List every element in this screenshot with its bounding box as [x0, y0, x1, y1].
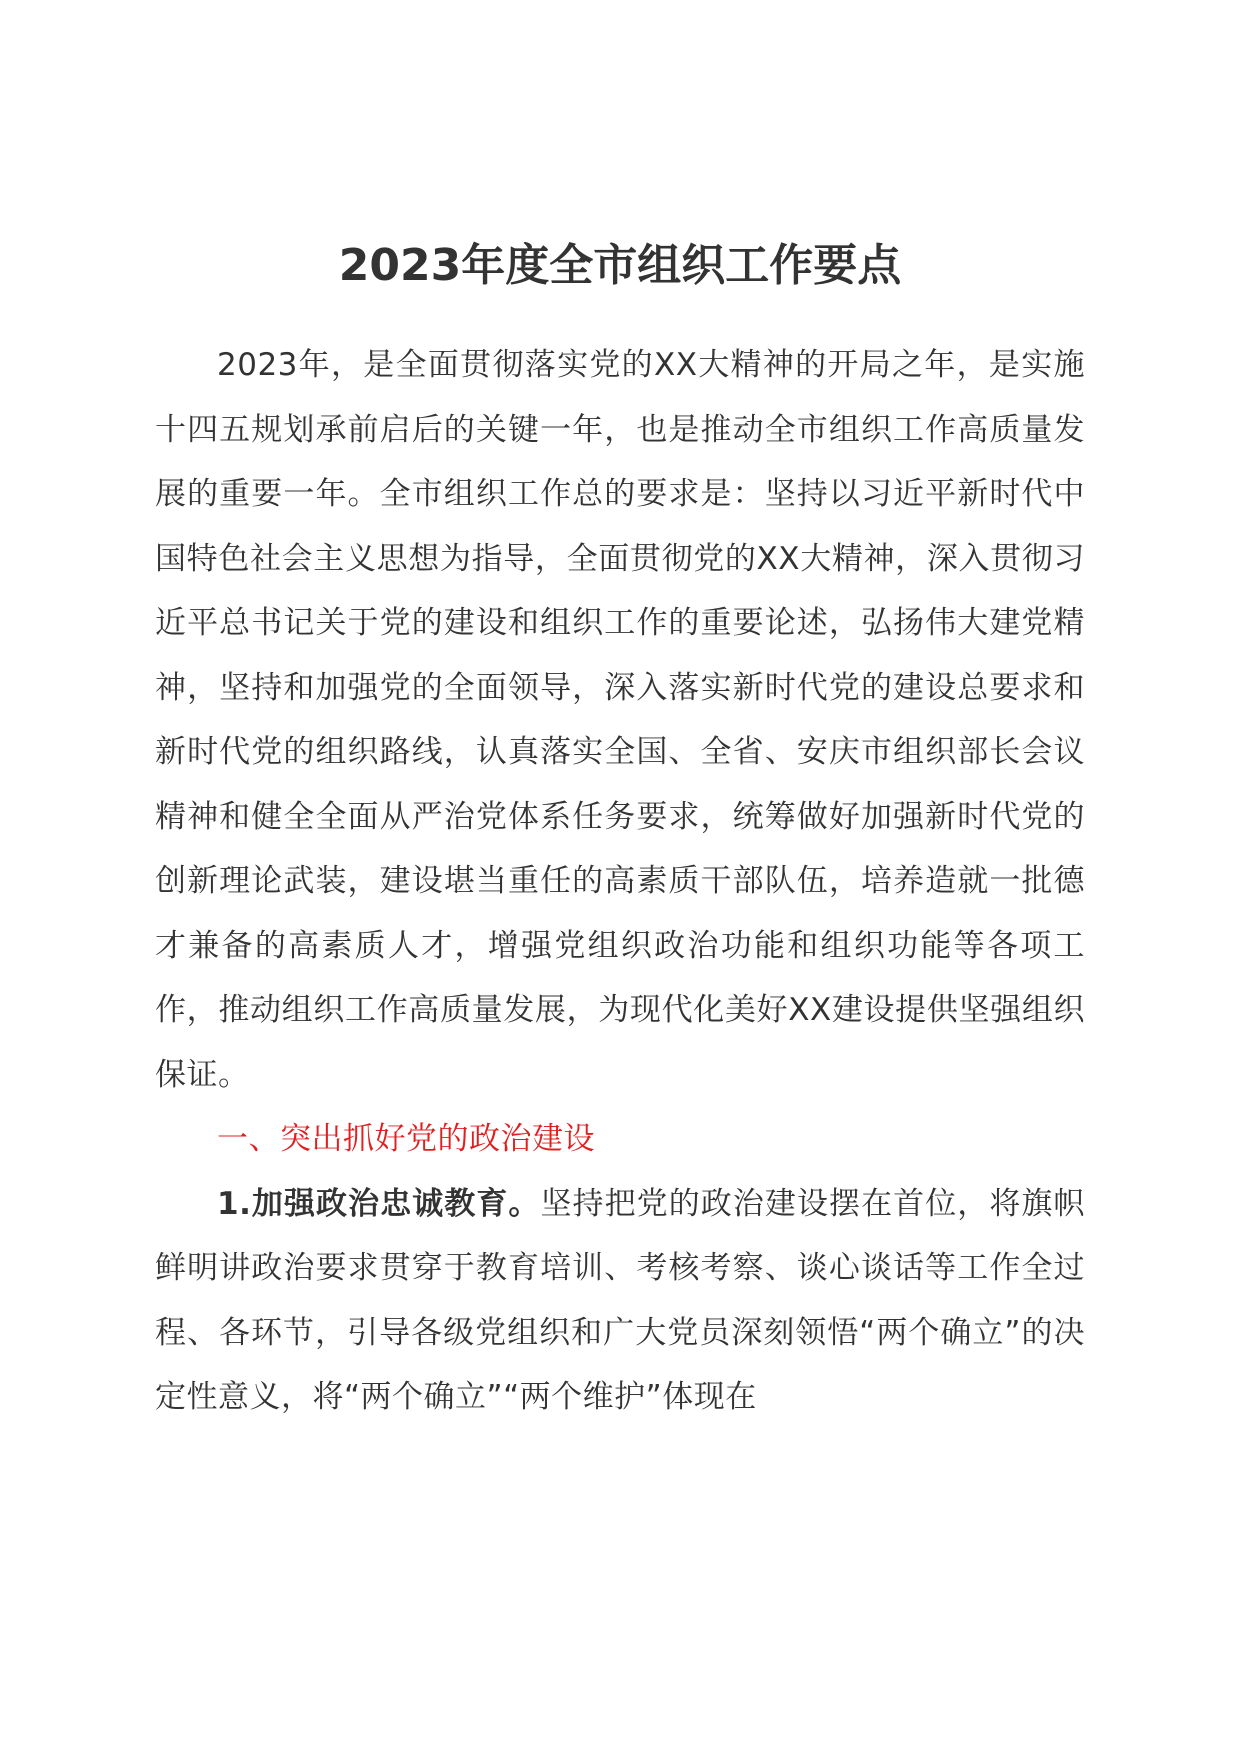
document-title: 2023年度全市组织工作要点 — [338, 240, 902, 291]
intro-paragraph: 2023年，是全面贯彻落实党的XX大精神的开局之年，是实施十四五规划承前启后的关键一年，也是推动全市组织工作高质量发展的重要一年。全市组织工作总的要求是：坚持以习近平新时代中国特色社会主义思想为指导，全面贯彻党的XX大精神，深入贯彻习近平总书记关于党的建设和组织工作的重要论述，弘扬伟大建党精神，坚持和加强党的全面领导，深入落实新时代党的建设总要求和新时代党的组织路线，认真落实全国、全省、安庆市组织部长会议精神和健全全面从严治党体系任务要求，统筹做好加强新时代党的创新理论武装，建设堪当重任的高素质干部队伍，培养造就一批德才兼备的高素质人才，增强党组织政治功能和组织功能等各项工作，推动组织工作高质量发展，为现代化美好XX建设提供坚强组织保证。 — [155, 347, 1085, 1093]
item-1-text: 坚持把党的政治建设摆在首位，将旗帜鲜明讲政治要求贯穿于教育培训、考核考察、谈心谈话等工作全过程、各环节，引导各级党组织和广大党员深刻领悟“两个确立”的决定性意义，将“两个确立”“两个维护”体现在 — [155, 1185, 1085, 1415]
document-body — [155, 333, 1085, 1430]
item-1-paragraph — [155, 1172, 1085, 1430]
item-1-lead: 1.加强政治忠诚教育。 — [217, 1185, 541, 1222]
section-heading: 一、突出抓好党的政治建设 — [217, 1121, 595, 1157]
